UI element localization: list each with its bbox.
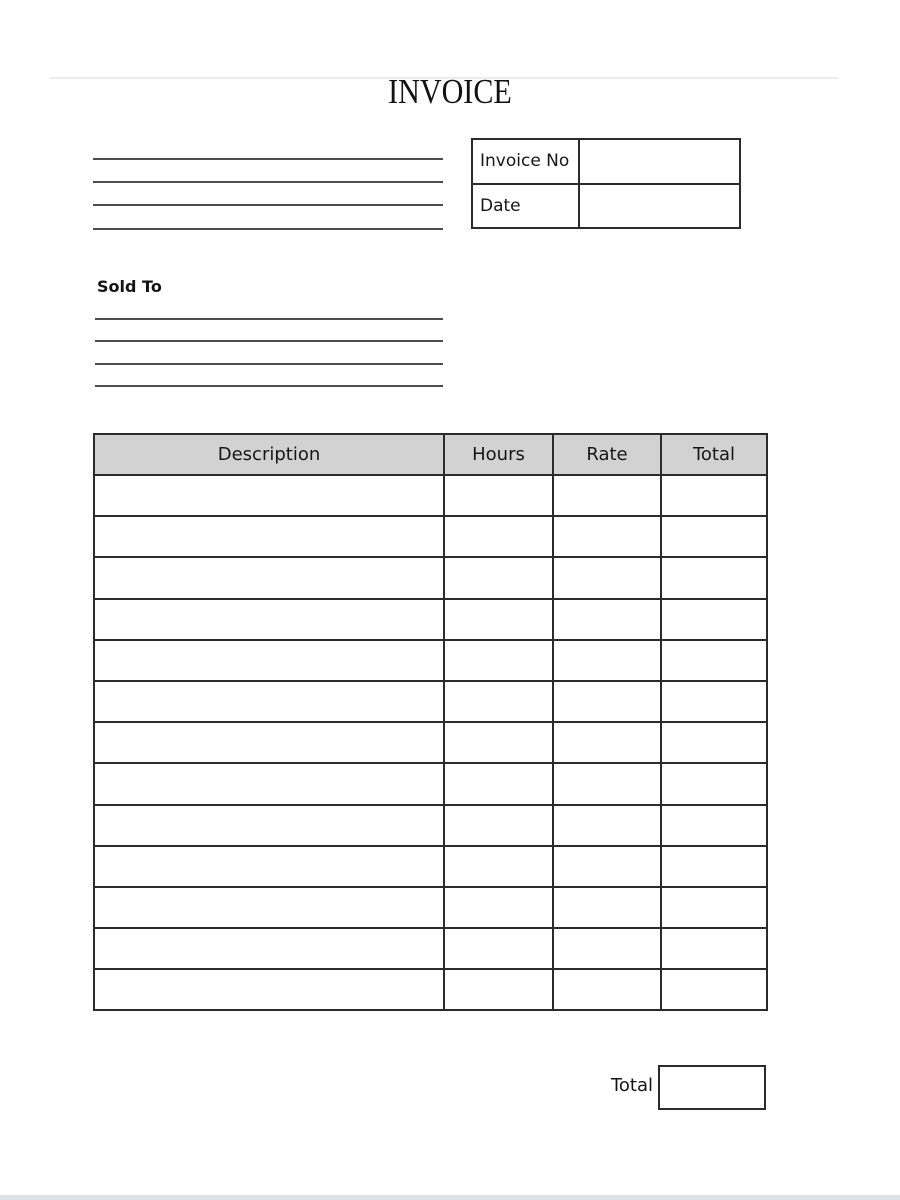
item-row xyxy=(94,557,767,598)
item-row xyxy=(94,722,767,763)
item-cell-description[interactable] xyxy=(94,846,444,887)
item-cell-hours[interactable] xyxy=(444,557,553,598)
item-cell-rate[interactable] xyxy=(553,763,661,804)
item-cell-rate[interactable] xyxy=(553,557,661,598)
item-cell-hours[interactable] xyxy=(444,969,553,1010)
item-row xyxy=(94,887,767,928)
item-row xyxy=(94,846,767,887)
seller-info-lines xyxy=(93,158,443,251)
item-cell-description[interactable] xyxy=(94,928,444,969)
item-cell-hours[interactable] xyxy=(444,681,553,722)
item-cell-rate[interactable] xyxy=(553,846,661,887)
item-cell-hours[interactable] xyxy=(444,475,553,516)
item-cell-description[interactable] xyxy=(94,599,444,640)
item-cell-description[interactable] xyxy=(94,640,444,681)
line-items-table xyxy=(93,433,768,1011)
item-row xyxy=(94,599,767,640)
seller-info-blank-line[interactable] xyxy=(93,158,443,160)
item-cell-rate[interactable] xyxy=(553,887,661,928)
invoice-meta-box xyxy=(471,138,741,229)
item-cell-rate[interactable] xyxy=(553,805,661,846)
sold-to-blank-line[interactable] xyxy=(95,318,443,320)
item-cell-rate[interactable] xyxy=(553,475,661,516)
item-row xyxy=(94,969,767,1010)
item-cell-rate[interactable] xyxy=(553,928,661,969)
item-cell-total[interactable] xyxy=(661,805,767,846)
sold-to-blank-line[interactable] xyxy=(95,363,443,365)
sold-to-blank-line[interactable] xyxy=(95,340,443,342)
invoice-no-value-field[interactable] xyxy=(580,140,739,183)
item-row xyxy=(94,640,767,681)
item-cell-description[interactable] xyxy=(94,887,444,928)
item-cell-hours[interactable] xyxy=(444,599,553,640)
item-cell-rate[interactable] xyxy=(553,722,661,763)
item-cell-description[interactable] xyxy=(94,475,444,516)
sold-to-label: Sold To xyxy=(97,277,162,296)
seller-info-blank-line[interactable] xyxy=(93,181,443,183)
grand-total-value-field[interactable] xyxy=(658,1065,766,1110)
item-cell-rate[interactable] xyxy=(553,681,661,722)
item-cell-total[interactable] xyxy=(661,763,767,804)
item-row xyxy=(94,475,767,516)
item-cell-rate[interactable] xyxy=(553,969,661,1010)
item-cell-total[interactable] xyxy=(661,557,767,598)
seller-info-blank-line[interactable] xyxy=(93,204,443,206)
invoice-no-label: Invoice No xyxy=(473,140,580,183)
invoice-no-row xyxy=(473,140,739,185)
item-cell-description[interactable] xyxy=(94,557,444,598)
page-title xyxy=(0,72,900,112)
item-cell-hours[interactable] xyxy=(444,887,553,928)
item-cell-description[interactable] xyxy=(94,722,444,763)
item-cell-description[interactable] xyxy=(94,969,444,1010)
item-row xyxy=(94,763,767,804)
item-cell-hours[interactable] xyxy=(444,805,553,846)
item-cell-total[interactable] xyxy=(661,640,767,681)
item-row xyxy=(94,516,767,557)
date-label: Date xyxy=(473,185,580,228)
item-cell-rate[interactable] xyxy=(553,516,661,557)
item-cell-hours[interactable] xyxy=(444,846,553,887)
item-row xyxy=(94,681,767,722)
item-cell-total[interactable] xyxy=(661,681,767,722)
item-cell-description[interactable] xyxy=(94,763,444,804)
item-cell-description[interactable] xyxy=(94,681,444,722)
item-cell-total[interactable] xyxy=(661,599,767,640)
item-cell-hours[interactable] xyxy=(444,640,553,681)
column-header-hours: Hours xyxy=(444,434,553,475)
grand-total-label: Total xyxy=(610,1075,653,1096)
item-cell-hours[interactable] xyxy=(444,763,553,804)
item-cell-total[interactable] xyxy=(661,475,767,516)
column-header-total: Total xyxy=(661,434,767,475)
item-row xyxy=(94,805,767,846)
page-title-text: INVOICE xyxy=(388,72,512,111)
sold-to-lines xyxy=(95,318,443,408)
item-cell-total[interactable] xyxy=(661,887,767,928)
item-cell-total[interactable] xyxy=(661,928,767,969)
item-cell-rate[interactable] xyxy=(553,599,661,640)
item-cell-hours[interactable] xyxy=(444,516,553,557)
item-cell-rate[interactable] xyxy=(553,640,661,681)
item-cell-description[interactable] xyxy=(94,805,444,846)
item-row xyxy=(94,928,767,969)
scan-edge-artifact-bottom xyxy=(0,1195,900,1200)
sold-to-blank-line[interactable] xyxy=(95,385,443,387)
column-header-description: Description xyxy=(94,434,444,475)
seller-info-blank-line[interactable] xyxy=(93,228,443,230)
item-cell-total[interactable] xyxy=(661,969,767,1010)
column-header-rate: Rate xyxy=(553,434,661,475)
item-cell-total[interactable] xyxy=(661,722,767,763)
item-cell-total[interactable] xyxy=(661,846,767,887)
items-header-row xyxy=(94,434,767,475)
date-value-field[interactable] xyxy=(580,185,739,228)
item-cell-total[interactable] xyxy=(661,516,767,557)
item-cell-hours[interactable] xyxy=(444,722,553,763)
item-cell-description[interactable] xyxy=(94,516,444,557)
item-cell-hours[interactable] xyxy=(444,928,553,969)
date-row xyxy=(473,185,739,228)
